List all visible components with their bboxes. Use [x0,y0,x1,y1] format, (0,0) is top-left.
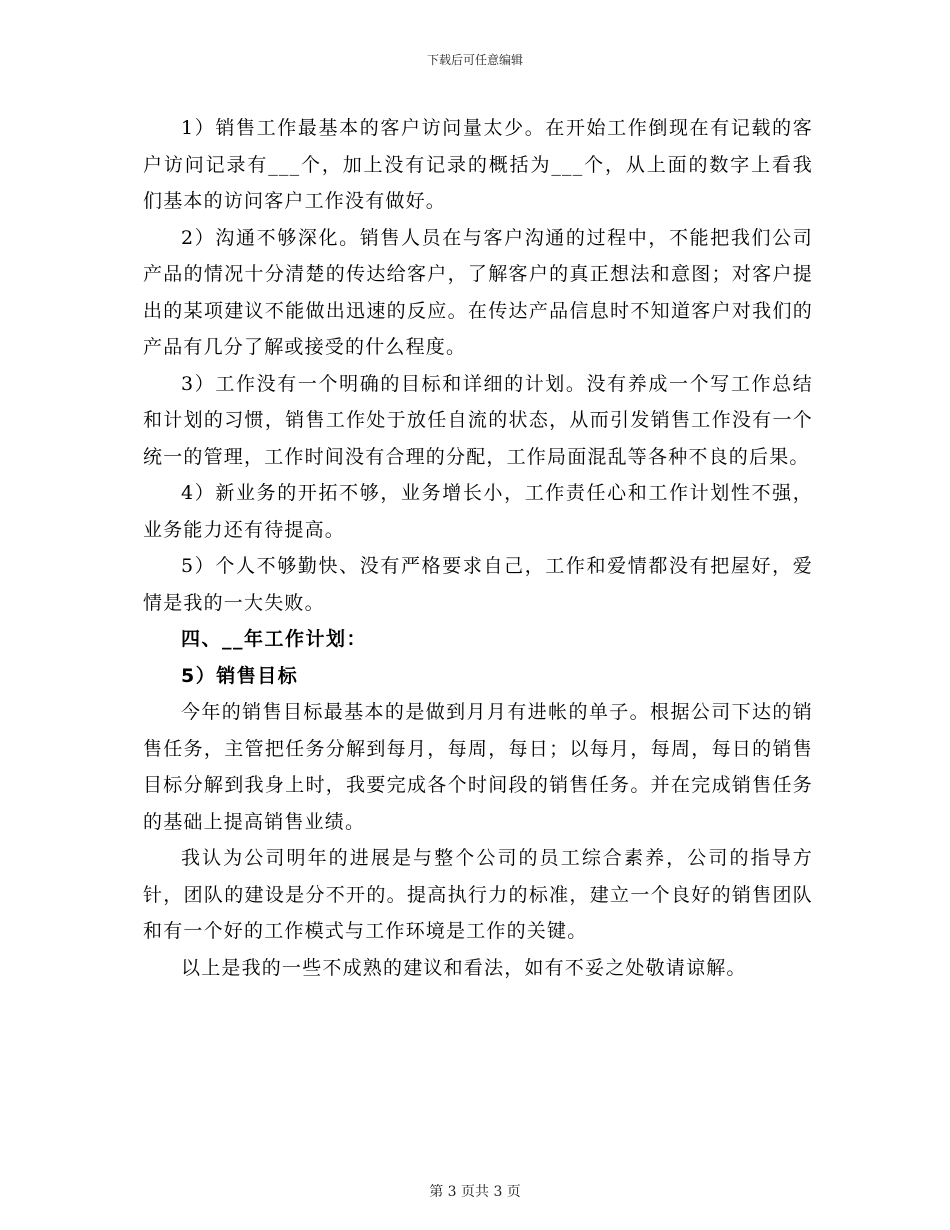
subheading-sales-target: 5）销售目标 [181,664,299,687]
paragraph-company-development: 我认为公司明年的进展是与整个公司的员工综合素养，公司的指导方针，团队的建设是分不开的。提高执行力的标准，建立一个良好的销售团队和有一个好的工作模式与工作环境是工作的关键。 [143,847,813,942]
page-header: 下载后可任意编辑 [426,53,523,67]
paragraph-issue-3: 3）工作没有一个明确的目标和详细的计划。没有养成一个写工作总结和计划的习惯，销售工作处于放任自流的状态，从而引发销售工作没有一个统一的管理，工作时间没有合理的分配，工作局面混乱等各种不良的后果。 [143,372,813,468]
section-heading-plan: 四、__年工作计划： [181,628,368,650]
paragraph-sales-target: 今年的销售目标最基本的是做到月月有进帐的单子。根据公司下达的销售任务，主管把任务分解到每月，每周，每日；以每月，每周，每日的销售目标分解到我身上时，我要完成各个时间段的销售任务。并在完成销售任务的基础上提高销售业绩。 [143,701,813,833]
paragraph-issue-1: 1）销售工作最基本的客户访问量太少。在开始工作倒现在有记载的客户访问记录有___个，加上没有记录的概括为___个，从上面的数字上看我们基本的访问客户工作没有做好。 [143,117,813,212]
paragraph-closing: 以上是我的一些不成熟的建议和看法，如有不妥之处敬请谅解。 [181,956,747,979]
paragraph-issue-4: 4）新业务的开拓不够，业务增长小，工作责任心和工作计划性不强，业务能力还有待提高。 [143,482,813,541]
page-footer: 第 3 页共 3 页 [429,1184,521,1200]
paragraph-issue-2: 2）沟通不够深化。销售人员在与客户沟通的过程中，不能把我们公司产品的情况十分清楚的传达给客户，了解客户的真正想法和意图；对客户提出的某项建议不能做出迅速的反应。在传达产品信息时不知道客户对我们的产品有几分了解或接受的什么程度。 [143,226,813,358]
document-body [143,110,813,986]
paragraph-issue-5: 5）个人不够勤快、没有严格要求自己，工作和爱情都没有把屋好，爱情是我的一大失败。 [143,555,813,614]
